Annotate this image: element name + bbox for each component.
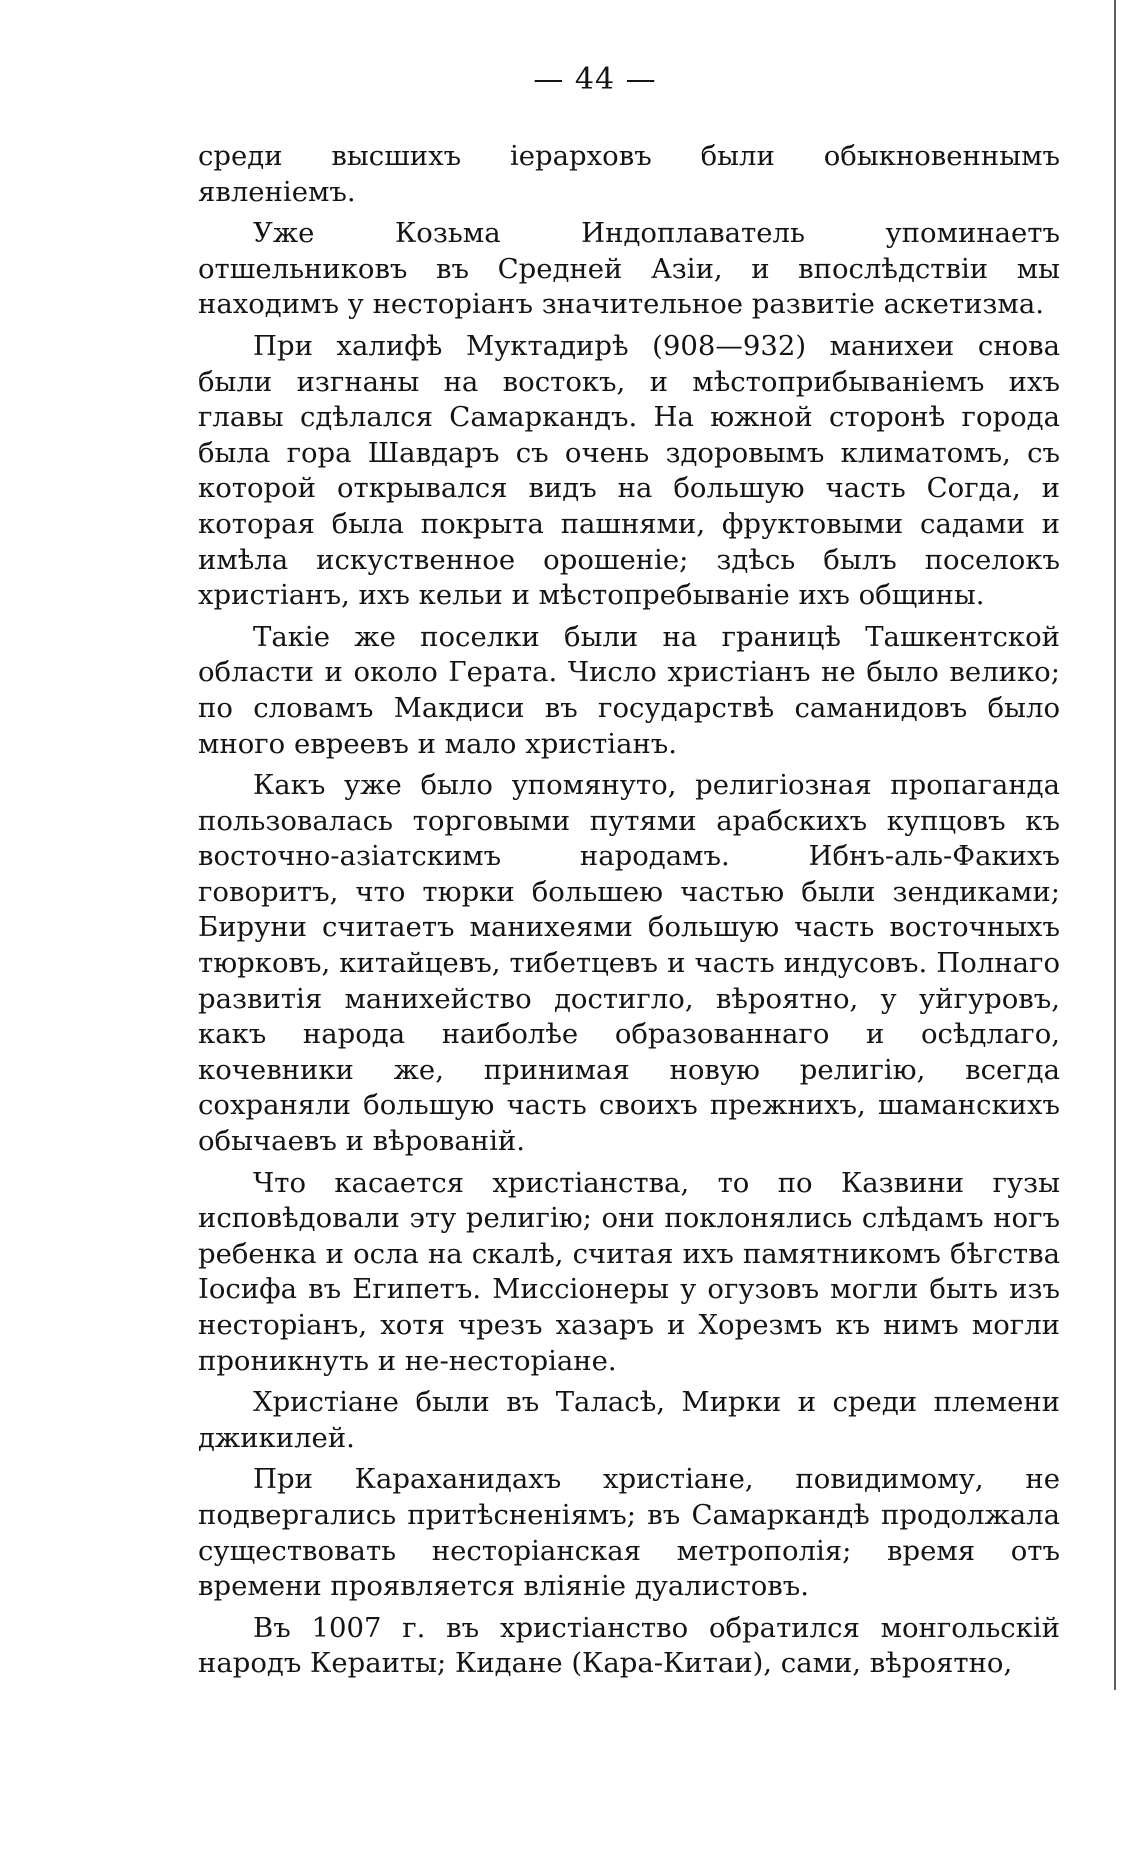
paragraph: Христіане были въ Таласѣ, Мирки и среди племени джикилей.: [198, 1386, 1060, 1454]
page-edge-rule: [1114, 0, 1116, 1690]
page-number: — 44 —: [533, 62, 657, 97]
paragraph: При халифѣ Муктадирѣ (908—932) манихеи снова были изгнаны на востокъ, и мѣстоприбываніемъ ихъ главы сдѣлался Самаркандъ. На южной сторонѣ города была гора Шавдаръ съ очень здоровымъ климатомъ, съ которой открывался видъ на большую часть Согда, и которая была покрыта пашнями, фруктовыми садами и имѣла искуственное орошеніе; здѣсь былъ поселокъ христіанъ, ихъ кельи и мѣстопребываніе ихъ общины.: [198, 329, 1060, 612]
paragraph: Уже Козьма Индоплаватель упоминаетъ отшельниковъ въ Средней Азіи, и впослѣдствіи мы находимъ у несторіанъ значительное развитіе аскетизма.: [198, 217, 1060, 321]
paragraph: Что касается христіанства, то по Казвини гузы исповѣдовали эту религію; они поклонялись слѣдамъ ногъ ребенка и осла на скалѣ, считая ихъ памятникомъ бѣгства Іосифа въ Египетъ. Миссіонеры у огузовъ могли быть изъ несторіанъ, хотя чрезъ хазаръ и Хорезмъ къ нимъ могли проникнуть и не-несторіане.: [198, 1166, 1060, 1377]
paragraph: среди высшихъ іерарховъ были обыкновеннымъ явленіемъ.: [198, 140, 1060, 208]
paragraph: При Караханидахъ христіане, повидимому, не подвергались притѣсненіямъ; въ Самаркандѣ продолжала существовать несторіанская метрополія; время отъ времени проявляется вліяніе дуалистовъ.: [198, 1463, 1060, 1603]
paragraph: Такіе же поселки были на границѣ Ташкентской области и около Герата. Число христіанъ не было велико; по словамъ Макдиси въ государствѣ саманидовъ было много евреевъ и мало христіанъ.: [198, 620, 1060, 760]
paragraph: Какъ уже было упомянуто, религіозная пропаганда пользовалась торговыми путями арабскихъ купцовъ къ восточно-азіатскимъ народамъ. Ибнъ-аль-Факихъ говоритъ, что тюрки большею частью были зендиками; Бируни считаетъ манихеями большую часть восточныхъ тюрковъ, китайцевъ, тибетцевъ и часть индусовъ. Полнаго развитія манихейство достигло, вѣроятно, у уйгуровъ, какъ народа наиболѣе образованнаго и осѣдлаго, кочевники же, принимая новую религію, всегда сохраняли большую часть своихъ прежнихъ, шаманскихъ обычаевъ и вѣрованій.: [198, 769, 1060, 1158]
body-text: [198, 139, 1060, 1688]
paragraph: Въ 1007 г. въ христіанство обратился монгольскій народъ Кераиты; Кидане (Кара-Китаи), сами, вѣроятно,: [198, 1611, 1060, 1680]
